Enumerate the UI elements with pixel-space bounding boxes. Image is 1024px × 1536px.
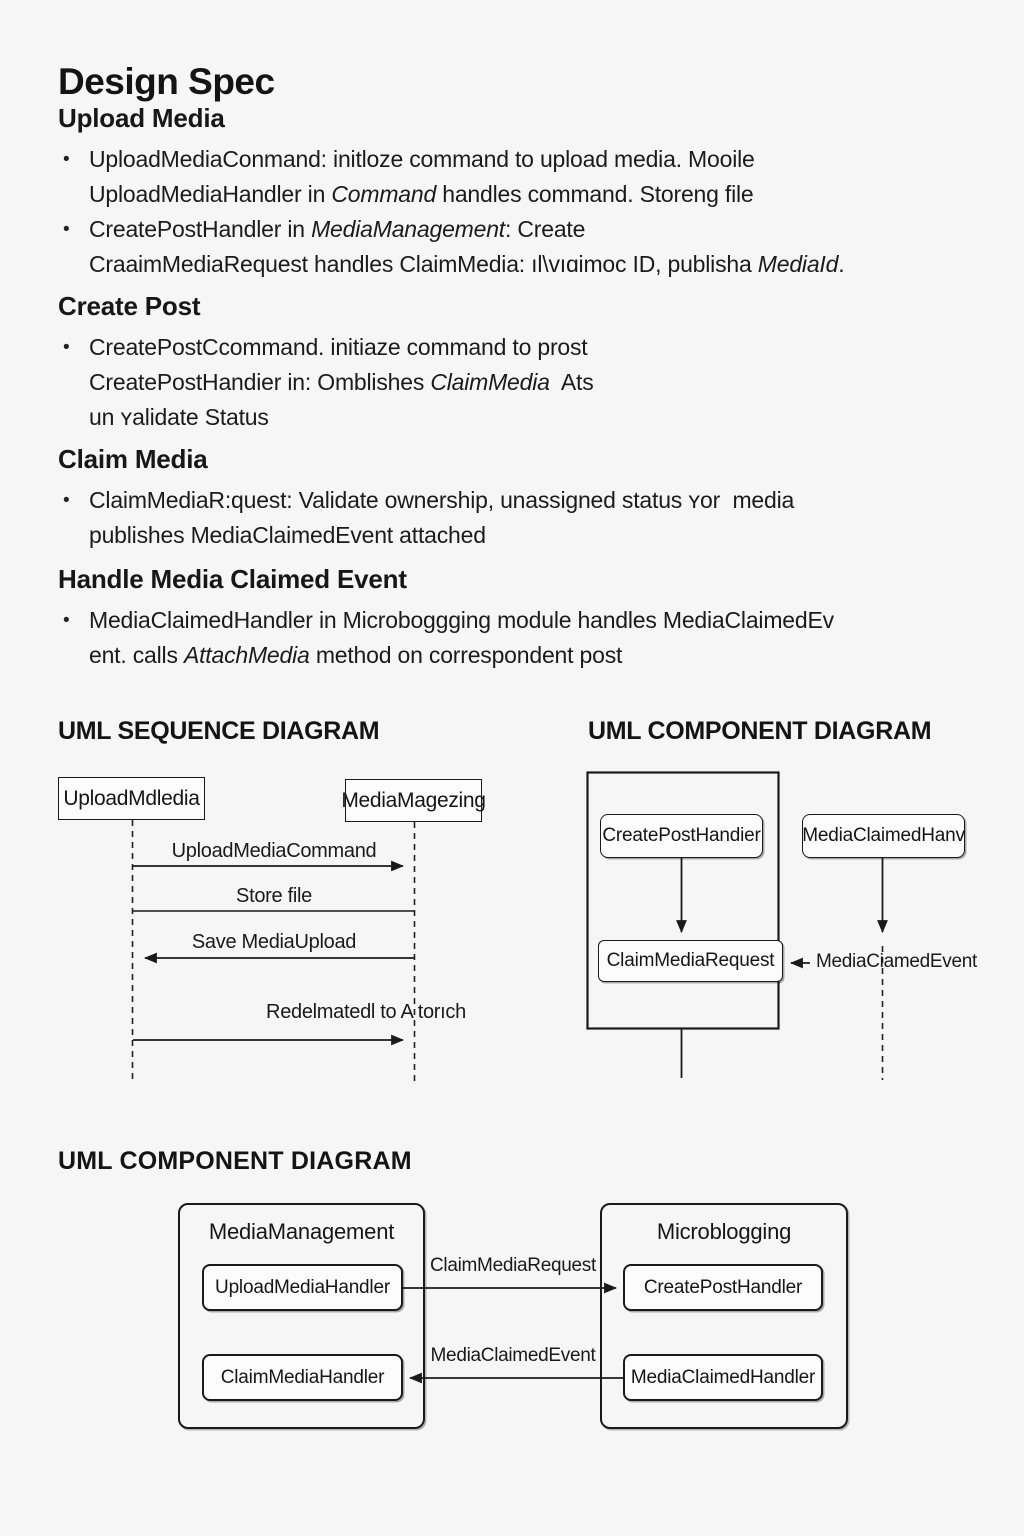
- edge-label-media-claimed-event-bottom: MediaClaimedEvent: [430, 1345, 596, 1366]
- page-title: Design Spec: [58, 60, 275, 102]
- bullet-line: CreatePostCcommand. initiaze command to prost: [89, 334, 588, 360]
- section-heading-handle-media-claimed-event: Handle Media Claimed Event: [58, 564, 407, 594]
- bullet-line: un ʏalidate Status: [89, 404, 269, 430]
- bullet-text: [89, 142, 988, 212]
- bullet-line: MediaClaimedHandler in Microboggging module handles MediaClaimedEv: [89, 607, 834, 633]
- section-claim-media: [58, 444, 988, 553]
- message-label-save-media-upload: Save MediaUpload: [191, 931, 357, 953]
- bullet-line: publishes MediaClaimedEvent attached: [89, 522, 486, 548]
- section-upload-media: [58, 103, 988, 282]
- bullet-item: [58, 142, 988, 212]
- bullet-line: ent. calls AttachMedia method on correspondent post: [89, 642, 623, 668]
- bullet-line: CreatePostHandier in: Omblishes ClaimMedia Ats: [89, 369, 594, 395]
- section-heading-claim-media: Claim Media: [58, 444, 208, 474]
- outer-module-box: [588, 773, 779, 1029]
- bullet-line: UploadMediaConmand: initloze command to upload media. Mooile: [89, 146, 755, 172]
- section-heading-upload-media: Upload Media: [58, 103, 225, 133]
- node-media-claimed-handler-bottom: MediaClaimedHandler: [623, 1354, 823, 1401]
- message-label-store-file: Store file: [236, 885, 312, 907]
- actor-media-magezing: MediaMagezing: [345, 779, 482, 822]
- uml-component-diagram-right: [585, 770, 1024, 1090]
- uml-sequence-diagram: [58, 770, 498, 1090]
- section-handle-media-claimed-event: [58, 564, 988, 673]
- bullet-line: CraaimMediaRequest handles ClaimMedia: ıl\vıɑimoc ID, publisha MediaId.: [89, 251, 845, 277]
- section-heading-create-post: Create Post: [58, 291, 201, 321]
- uml-sequence-diagram-heading: UML SEQUENCE DIAGRAM: [58, 717, 380, 745]
- bullet-marker: •: [63, 149, 70, 170]
- node-claim-media-handler: ClaimMediaHandler: [202, 1354, 403, 1401]
- bullet-text: [89, 603, 988, 673]
- bullet-text: [89, 212, 988, 282]
- container-title-media-management: MediaManagement: [208, 1219, 395, 1244]
- bullet-text: [89, 330, 988, 435]
- node-media-claimed-handler: MediaClaimedHanv: [802, 814, 965, 858]
- message-label-upload-media-command: UploadMediaCommand: [171, 840, 377, 862]
- container-title-microblogging: Microblogging: [656, 1219, 792, 1244]
- bullet-line: ClaimMediaR:quest: Validate ownership, unassigned status ʏor media: [89, 487, 795, 513]
- node-claim-media-request: ClaimMediaRequest: [598, 940, 783, 982]
- node-create-post-handler-bottom: CreatePostHandler: [623, 1264, 823, 1311]
- edge-label-claim-media-request: ClaimMediaRequest: [430, 1255, 596, 1276]
- bullet-item: [58, 483, 988, 553]
- bullet-marker: •: [63, 610, 70, 631]
- node-upload-media-handler: UploadMediaHandler: [202, 1264, 403, 1311]
- uml-component-diagram-bottom-heading: UML COMPONENT DIAGRAM: [58, 1147, 412, 1175]
- bullet-marker: •: [63, 219, 70, 240]
- bullet-text: [89, 483, 988, 553]
- bullet-item: [58, 603, 988, 673]
- message-label-redelmated: Redelmatedl to A torıch: [266, 1001, 466, 1023]
- bullet-line: UploadMediaHandler in Command handles command. Storeng file: [89, 181, 754, 207]
- bullet-marker: •: [63, 490, 70, 511]
- section-create-post: [58, 291, 988, 435]
- bullet-item: [58, 330, 988, 435]
- bullet-marker: •: [63, 337, 70, 358]
- edge-label-media-claimed-event: MediaCiamedEvent: [816, 951, 978, 972]
- bullet-item: [58, 212, 988, 282]
- node-create-post-handler: CreatePostHandier: [600, 814, 763, 858]
- uml-component-diagram-right-heading: UML COMPONENT DIAGRAM: [588, 717, 932, 745]
- bullet-line: CreatePostHandler in MediaManagement: Create: [89, 216, 586, 242]
- actor-upload-media: UploadMdledia: [58, 777, 205, 820]
- uml-component-diagram-bottom: [170, 1195, 870, 1455]
